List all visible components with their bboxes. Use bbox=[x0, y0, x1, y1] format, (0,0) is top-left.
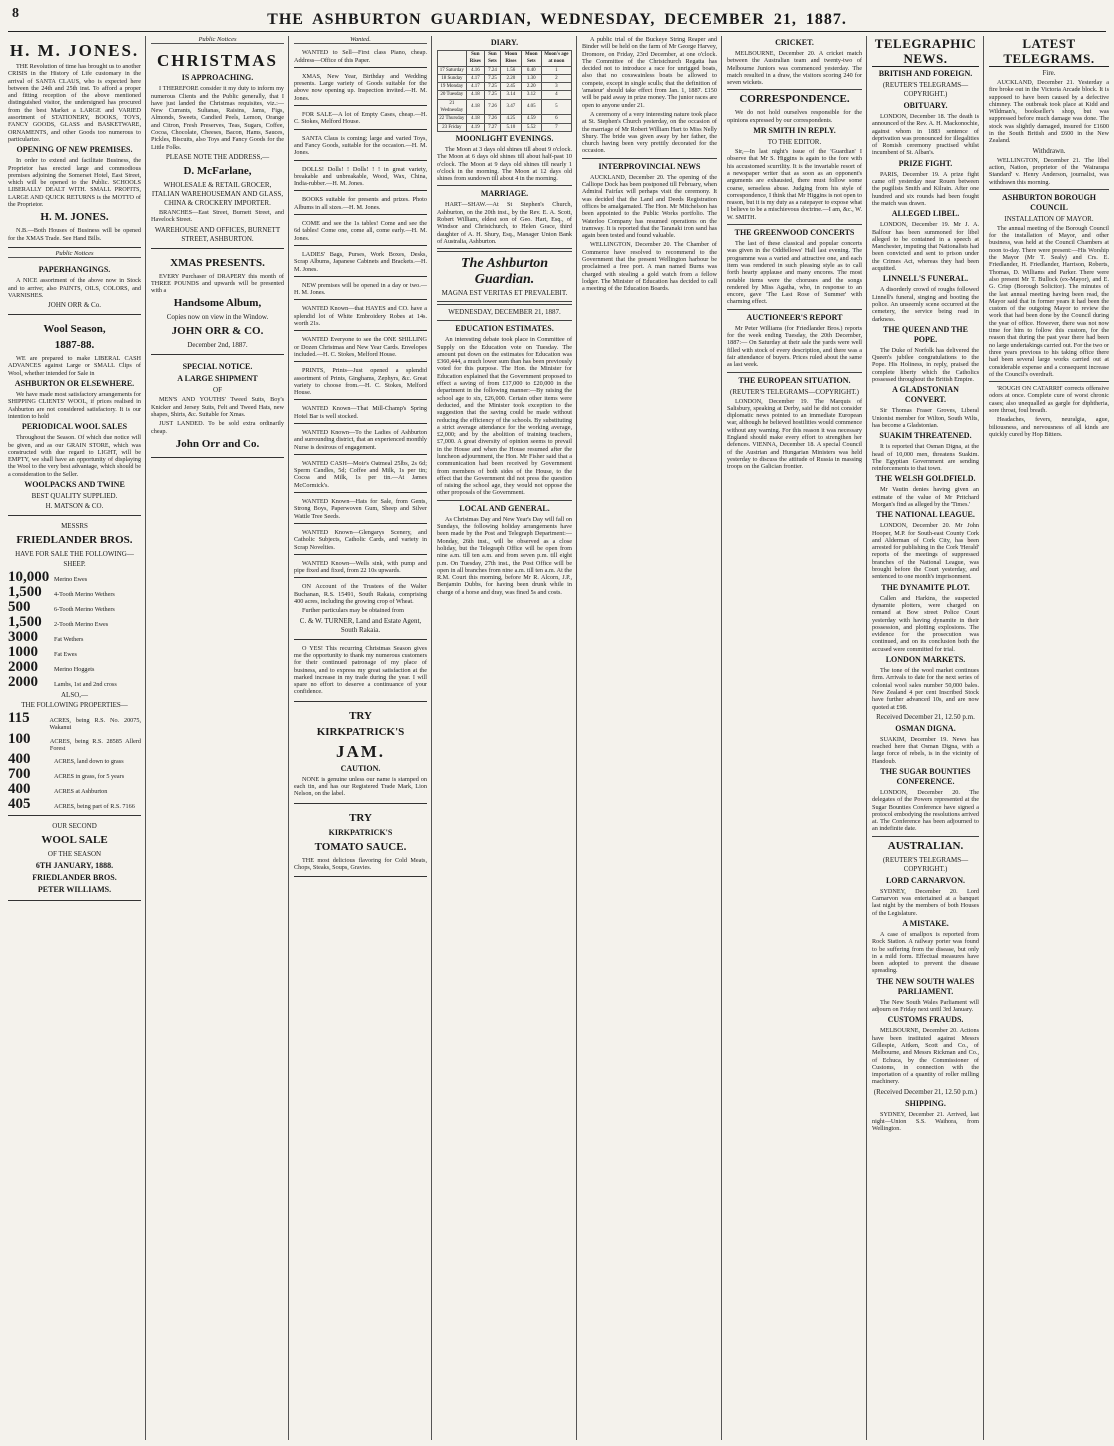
stock-item bbox=[8, 630, 141, 645]
jam-heading: JAM. bbox=[335, 741, 386, 761]
diary-cell: 2.20 bbox=[521, 83, 541, 91]
wanted-ad: WANTED to Sell—First class Piano, cheap. Address—Office of this Paper. bbox=[294, 46, 427, 68]
turner-ad bbox=[294, 580, 427, 639]
have-for-sale: HAVE FOR SALE THE FOLLOWING— bbox=[15, 549, 134, 558]
tomato-text: THE most delicious flavoring for Cold Meats, Chops, Steaks, Soups, Gravies. bbox=[294, 856, 427, 871]
wool-season-text-2: We have made most satisfactory arrangements for SHIPPING CLIENTS' WOOL, if prices realised in Ashburton are not considered satisfactory. It is our intention to hold bbox=[8, 391, 141, 420]
diary-cell: 5.10 bbox=[500, 123, 521, 131]
smith-heading: MR SMITH IN REPLY. bbox=[753, 126, 836, 136]
borough-heading: ASHBURTON BOROUGH COUNCIL bbox=[1001, 192, 1097, 212]
stock-item bbox=[8, 660, 141, 675]
diary-cell: 3.47 bbox=[500, 99, 521, 115]
borough-text: The annual meeting of the Borough Council for the installation of Mayor, and other business, was held at the Council Chambers at noon to-day. There were present:—His Worship the Mayor (Mr T. Sealy) and Crs. E. Friedlander, H. Friedlander, Harrison, Roberts, Thomas, D. Williams and Parker. There were also present Mr T. Bullock (ex-Mayor), and E. G. Crisp (Borough Solicitor). The minutes of the last annual meeting having been read, the Mayor said that in former years it had been the custom of the outgoing Mayor to review the work that had been done by the Council during the year of office. However, there was not now time for him to follow this custom, for the reason that during the past year there had been no large undertakings carried out. For the two or three years previous to his taking office there had been several large works carried out at considerable expense and a consequent increase of the Council's overdraft. bbox=[989, 224, 1109, 378]
wanted-ad: NEW premises will be opened in a day or two.—H. M. Jones. bbox=[294, 279, 427, 301]
property-item-number: 700 bbox=[8, 766, 31, 783]
stock-list bbox=[8, 570, 141, 690]
reuter-label: (REUTER'S TELEGRAMS—COPYRIGHT.) bbox=[882, 81, 969, 98]
diary-cell: 4.18 bbox=[466, 91, 484, 99]
handsome-album: Handsome Album, bbox=[173, 297, 262, 310]
smith-text: Sir,—In last night's issue of the 'Guardian' I observe that Mr S. Higgins is again to the fore with his accustomed scurrility. It is the invariable resort of a newspaper writer that as soon as an opponent's arguments are exhausted, there must follow some coarse, senseless abuse. Judging from his style of correspondence, I think that Mr Higgins is not open to reason, but it is my duty as a ratepayer to expose what I believe to be a mischievous doctrine.—I am, &c., W. W. SMITH. bbox=[727, 148, 862, 221]
wool-season-heading: Wool Season, bbox=[43, 323, 106, 336]
european-heading: THE EUROPEAN SITUATION. bbox=[738, 375, 851, 385]
diary-cell: 1.56 bbox=[500, 66, 521, 74]
diary-cell: 4.17 bbox=[466, 74, 484, 82]
dynamite-text: Callen and Harkins, the suspected dynamite plotters, were charged on remand at Bow street Police Court yesterday with having dynamite in their possession, and plotting explosions. The evidence for the prosecution was continued, and on its conclusion both the accused were committed for trial. bbox=[872, 594, 979, 653]
o-yes-ad bbox=[294, 642, 427, 702]
col5-top-text: A public trial of the Buckeye String Reaper and Binder will be held on the farm of Mr George Harvey, Dromore, on Friday, 23rd December, at one o'clock. The Committee of the Christchurch Regatta has decided not to introduce a race for unrigged boats, also that no coxswainless boats be allowed to compete, except in single sculls; that the definition of 'amateur' should take effect from Jan. 1, 1887. £150 will be paid away in prize money. The junior races are open to anyone under 21. bbox=[582, 36, 717, 109]
property-item-number: 400 bbox=[8, 751, 31, 768]
property-item-number: 115 bbox=[8, 709, 30, 726]
diary-heading: DIARY. bbox=[490, 38, 519, 47]
diary-row bbox=[438, 74, 572, 82]
diary-cell: 2.45 bbox=[500, 83, 521, 91]
property-item-number: 400 bbox=[8, 781, 31, 798]
reuter-label-2: (REUTER'S TELEGRAMS—COPYRIGHT.) bbox=[882, 855, 969, 873]
column-3 bbox=[294, 36, 432, 1440]
diary-cell: 20 Tuesday bbox=[438, 91, 467, 99]
wanted-ad: COME and see the 1s tables! Come and see the 6d tables! Come one, come all, come early.—H. M. Jones. bbox=[294, 217, 427, 246]
column-6 bbox=[727, 36, 867, 1440]
xmas-presents-text: EVERY Purchaser of DRAPERY this month of THREE POUNDS and upwards will be presented with a bbox=[151, 272, 284, 295]
property-item bbox=[8, 767, 141, 782]
wanted-ad: WANTED Known—That Mill-Champ's Spring Hotel Bar is well stocked. bbox=[294, 402, 427, 424]
interprov-text: AUCKLAND, December 20. The opening of the Calliope Dock has been postponed till February, when Admiral Fairfax will perhaps visit the ceremony. It was decided that the Land and Deeds Registration offices be amalgamated. The Hon. Mr Mitchelson has been appointed to the Public Works portfolio. The Waterloo Company has resumed operations on the tramway. It is reported that the Taranaki iron sand has again been tested and found valuable. bbox=[582, 173, 717, 240]
wales-text: The New South Wales Parliament will adjourn on Friday next until 3rd January. bbox=[872, 998, 979, 1014]
diary-col-header: Moon Sets bbox=[521, 51, 541, 67]
paperhangings-firm: JOHN ORR & Co. bbox=[48, 301, 101, 310]
stock-item-description: Merino Hoggets bbox=[54, 665, 95, 673]
stock-item bbox=[8, 585, 141, 600]
wool-season-text-3: Throughout the Season. Of which due notice will be given, and as our GRAIN STORE, which was constructed with due regard to LIGHT, will be EMPTY, we shall have an opportunity of displaying the Wool to the very best advantage, which should be a consideration to the Seller. bbox=[8, 434, 141, 478]
friedlander-signoff: FRIEDLANDER BROS. bbox=[32, 873, 117, 883]
linnell-heading: LINNELL'S FUNERAL. bbox=[882, 274, 969, 284]
try-label-2: TRY bbox=[349, 811, 372, 824]
mcfarlane-warehouse: WAREHOUSE AND OFFICES, BURNETT STREET, ASHBURTON. bbox=[154, 225, 281, 243]
local-heading: LOCAL AND GENERAL. bbox=[459, 503, 550, 513]
moonlight-heading: MOONLIGHT EVENINGS. bbox=[455, 133, 554, 143]
christmas-text: I THEREFORE consider it my duty to inform my numerous Clients and the Public generally, that I have just landed the Christmas requisites, viz.:— New Currants, Sultanas, Raisins, Jams, Figs, Almonds, Sweets, Candied Peels, Lemon, Orange and Citron, Fresh Preserves, Teas, Sugars, Coffee, Cocoa, Chocolate, Cheeses, Bacon, Hams, Sauces, Pickles, Biscuits, also Toys and Fancy Goods for the Little Folks. bbox=[151, 85, 284, 151]
john-orr-heading: JOHN ORR & CO. bbox=[171, 325, 264, 338]
masthead bbox=[8, 4, 1106, 32]
withdrawn-text: WELLINGTON, December 21. The libel action, Nation, proprietor of the 'Wairarapa Standard' v. Henry Anderson, journalist, was withdrawn this morning. bbox=[989, 156, 1109, 186]
stock-item-description: 4-Tooth Merino Wethers bbox=[54, 590, 115, 598]
obituary-heading: OBITUARY. bbox=[903, 101, 948, 110]
property-item bbox=[8, 797, 141, 812]
mens-text: MEN'S AND YOUTHS' Tweed Suits, Boy's Knicker and Jersey Suits, Felt and Tweed Hats, new shapes, Shirts, &c. Suitable for Xmas. bbox=[151, 396, 284, 419]
diary-cell: 2.20 bbox=[500, 74, 521, 82]
diary-cell: 4 bbox=[541, 91, 571, 99]
property-item bbox=[8, 711, 141, 732]
to-editor: TO THE EDITOR. bbox=[767, 138, 822, 147]
copies-on-view: Copies now on view in the Window. bbox=[166, 313, 269, 322]
diary-cell: 22 Thursday bbox=[439, 116, 465, 122]
wellington-text: WELLINGTON, December 20. The Chamber of Commerce have resolved to recommend to the Government that the present Wellington harbour be proclaimed a free port. A man named Burns was charged with stealing a gold watch from a fellow lodger. The Minister of Education has decided to call a meeting of the Education Boards. bbox=[582, 241, 717, 293]
diary-row bbox=[438, 66, 572, 74]
kirkpatrick-heading: KIRKPATRICK'S bbox=[316, 725, 405, 738]
john-orr-date: December 2nd, 1887. bbox=[187, 341, 248, 350]
column-5 bbox=[582, 36, 722, 1440]
wool-sale-ad bbox=[8, 818, 141, 901]
wales-heading: THE NEW SOUTH WALES PARLIAMENT. bbox=[876, 976, 975, 996]
friedlander-ad bbox=[8, 518, 141, 816]
on-account-text: ON Account of the Trustees of the Walter Buchanan, R.S. 15491, South Rakaia, comprising 400 acres, including the growing crop of Wheat. bbox=[294, 583, 427, 606]
fire-heading: Fire. bbox=[1042, 69, 1056, 77]
diary-col-header: Sun Rises bbox=[466, 51, 484, 67]
gladstonian-heading: A GLADSTONIAN CONVERT. bbox=[892, 385, 959, 405]
property-item-description: ACRES, land down to grass bbox=[54, 758, 124, 766]
christmas-ad bbox=[151, 46, 284, 248]
australian-heading: AUSTRALIAN. bbox=[887, 839, 964, 852]
diary-cell: 6 bbox=[541, 115, 571, 123]
property-item-number: 100 bbox=[8, 730, 31, 747]
marriage-heading: MARRIAGE. bbox=[480, 189, 529, 199]
local-text: As Christmas Day and New Year's Day will fall on Sundays, the following holiday arrangements have been made by the Post and Telegraph Department:—Monday, 26th inst., will be observed as a close holiday, but the Telegraph Office will be open from nine a.m. till ten a.m. and from seven p.m. till eight p.m. On Tuesday, 27th inst., the Post Office will be open in all branches from nine a.m. till ten a.m. At the R.M. Court this morning, before Mr R. Alcorn, J.P., Benjamin Dubbs, for having been drunk while in charge of a horse and dray, was fined 5s and costs. bbox=[437, 515, 572, 596]
diary-col-header: Moon Rises bbox=[500, 51, 521, 67]
diary-cell: 19 Monday bbox=[438, 83, 467, 91]
column-7 bbox=[872, 36, 984, 1440]
column-8 bbox=[989, 36, 1113, 1440]
just-landed-text: JUST LANDED. To be sold extra ordinarily cheap. bbox=[151, 420, 284, 435]
caution-text: NONE is genuine unless our name is stamped on each tin, and has our Registered Trade Mark, Lion Nelson, on the label. bbox=[294, 775, 427, 798]
customs-text: MELBOURNE, December 20. Actions have been instituted against Messrs Gillespie, Aitken, Scott and Co., of Melbourne, and Messrs Rickman and Co., of Echuca, by the Commissioner of Customs, in connection with the importation of a quantity of roller milling machinery. bbox=[872, 1027, 979, 1086]
cricket-text: MELBOURNE, December 20. A cricket match between the Australian team and twenty-two of Melbourne Juniors was commenced yesterday. The match resulted in a draw, the visitors scoring 240 for seven wickets. bbox=[727, 50, 862, 87]
diary-cell: 4.16 bbox=[466, 66, 484, 74]
prize-text: PARIS, December 19. A prize fight came off yesterday near Rouen between the pugilists Smith and Kilrain. After one hundred and six rounds had been fought the match was drawn. bbox=[872, 170, 979, 207]
received-note: Received December 21, 12.50 p.m. bbox=[876, 712, 975, 721]
guardian-motto: MAGNA EST VERITAS ET PREVALEBIT. bbox=[441, 289, 568, 298]
customs-heading: CUSTOMS FRAUDS. bbox=[887, 1015, 964, 1025]
osman-heading: OSMAN DIGNA. bbox=[895, 723, 956, 733]
headaches-ad: Headaches, fevers, neuralgia, ague, biliousness, and nervousness of all kinds are quickly cured by Hop Bitters. bbox=[989, 416, 1109, 438]
queen-text: The Duke of Norfolk has delivered the Queen's jubilee congratulations to the Pope. His Holiness, in reply, praised the complete liberty which the Catholics possessed throughout the British Empire. bbox=[872, 346, 979, 384]
messrs-label: MESSRS bbox=[61, 521, 88, 530]
wanted-ad: DOLLS! Dolls! ! Dolls! ! ! in great variety, breakable and unbreakable, Wood, Wax, China, India-rubber.—H. M. Jones. bbox=[294, 163, 427, 192]
of-label: OF bbox=[213, 386, 222, 395]
diary-cell: 3 bbox=[541, 83, 571, 91]
wanted-ad: WANTED CASH—Moir's Oatmeal 25lbs, 2s 6d; Sperm Candles, 5d; Coffee and Milk, 1s per tin; Cocoa and Milk, 1s per tin.—At James McCormick's. bbox=[294, 457, 427, 493]
wanted-ad: FOR SALE—A lot of Empty Cases, cheap.—H. C. Stokes, Melford House. bbox=[294, 108, 427, 130]
diary-cell: 21 Wednesday bbox=[438, 99, 467, 115]
received-note-2: (Received December 21, 12.50 p.m.) bbox=[873, 1087, 978, 1096]
stock-item-number: 3000 bbox=[8, 628, 38, 645]
xmas-presents-ad bbox=[151, 251, 284, 356]
approaching-heading: IS APPROACHING. bbox=[181, 73, 254, 83]
jones-intro: THE Revolution of time has brought us to another CRISIS in the History of Life customary in the arrival of SANTA CLAUS, who is expected here between the 24th and 25th inst. To afford a proper and fitting reception of the above mentioned distinguished visitor, the undersigned has procured from the best Market a LARGE and VARIED assortment of STATIONERY, BOOKS, TOYS, FANCY GOODS, GLASS and BASKETWARE, ORNAMENTS, and other Goods too numerous to particularize. bbox=[8, 63, 141, 143]
diary-cell: 1.30 bbox=[521, 74, 541, 82]
diary-cell: 4.18 bbox=[466, 99, 484, 115]
stock-item bbox=[8, 600, 141, 615]
league-heading: THE NATIONAL LEAGUE. bbox=[876, 510, 975, 520]
diary-cell: 4.05 bbox=[521, 99, 541, 115]
diary-cell: 0.40 bbox=[521, 66, 541, 74]
correspondence-heading: CORRESPONDENCE. bbox=[739, 93, 850, 106]
kirkpatrick-heading-2: KIRKPATRICK'S bbox=[328, 827, 393, 837]
paperhangings-heading: PAPERHANGINGS. bbox=[38, 265, 111, 275]
best-quality: BEST QUALITY SUPPLIED. bbox=[31, 491, 118, 500]
obituary-text: LONDON, December 18. The death is announced of the Rev. A. H. Mackonochie, against whom in 1883 sentence of deprivation was pronounced for illegalities of Romish ceremony practised whilst incumbent of St. Alban's. bbox=[872, 113, 979, 157]
ashburton-heading: ASHBURTON OR ELSEWHERE. bbox=[14, 379, 135, 389]
diary-cell: 23 Friday bbox=[438, 123, 467, 131]
stock-item-number: 1000 bbox=[8, 643, 38, 660]
edu-text: An interesting debate took place in Committee of Supply on the Education vote on Tuesday. The amount put down on the estimates for Education was £360,444, a much lower sum than has been previously voted for this purpose. The Hon. the Minister for Education explained that the Government proposed to effect a saving of from £17,000 to £20,000 in the department in the following manner:—By raising the school age to six, £26,000. Certain other items were deducted, and the Minister took exception to the suggestion that the saving could be made without reducing the efficiency of the schools. By substituting a strict average attendance for the working average, £2,000; and by the abolition of training teachers, £7,000. A great diversity of opinion seems to prevail in the House and when the House resumed after the luncheon adjournment, the Hon. Mr Fisher said that a communication had been received by Government from members of both sides of the House, to the effect that the Government did not press the question of raising the school age, they would not oppose the other proposals of the Government. bbox=[437, 336, 572, 497]
latest-heading: LATEST TELEGRAMS. bbox=[989, 36, 1109, 67]
cricket-heading: CRICKET. bbox=[775, 38, 814, 47]
stock-item-description: Fat Wethers bbox=[54, 635, 84, 643]
friedlander-heading: FRIEDLANDER BROS. bbox=[16, 533, 133, 546]
diary-col-header: Moon's age at noon bbox=[541, 51, 571, 67]
periodical-heading: PERIODICAL WOOL SALES bbox=[21, 422, 128, 432]
public-notices-label-2: Public Notices bbox=[151, 36, 284, 44]
wanted-ad: XMAS, New Year, Birthday and Wedding presents. Large variety of Goods suitable for the above now opening up. Inspection invited.—H. M. Jones. bbox=[294, 70, 427, 106]
property-item-description: ACRES, being R.S. 28585 Allerd Forest bbox=[49, 737, 141, 752]
property-list bbox=[8, 711, 141, 812]
diary-cell: 4.25 bbox=[500, 115, 521, 123]
stock-item bbox=[8, 570, 141, 585]
european-text: LONDON, December 19. The Marquis of Salisbury, speaking at Derby, said he did not consider diplomatic news pointed to an immediate European war, although he believed hostilities would commence without any warning. For this reason it was necessary England should make every effort to strengthen her defences. VIENNA, December 18. A special Council of the Austrian and Hungarian Ministers was held yesterday to discuss the attitude of Russia in massing troops on the Galician frontier. bbox=[727, 397, 862, 471]
opening-text: In order to extend and facilitate Business, the Proprietor has erected large and commodious premises adjoining the Somerset Hotel, East Street, which will be opened to the Public. SCHOOLS LIBERALLY DEALT WITH. SMALL PROFITS, LARGE AND QUICK RETURNS is the MOTTO of the Proprietor. bbox=[8, 157, 141, 209]
page-number: 8 bbox=[12, 6, 20, 21]
diary-col-header bbox=[438, 51, 467, 67]
markets-heading: LONDON MARKETS. bbox=[885, 655, 966, 665]
league-text: LONDON, December 20. Mr John Hooper, M.P. for South-east County Cork and Alderman of Cork City, has been arrested for publishing in the Cork 'Herald' reports of the meetings of suppressed branches of the National League, was brought before the Court yesterday, and sentenced to one month's imprisonment. bbox=[872, 522, 979, 581]
diary-cell: 5.52 bbox=[521, 123, 541, 131]
mcfarlane-intro: PLEASE NOTE THE ADDRESS,— bbox=[165, 152, 270, 161]
stock-item-description: Fat Ewes bbox=[54, 650, 77, 658]
guardian-title: The Ashburton Guardian. bbox=[460, 256, 548, 288]
kirkpatrick-sauce-ad bbox=[294, 806, 427, 878]
edu-heading: EDUCATION ESTIMATES. bbox=[455, 324, 554, 334]
moonlight-text: The Moon at 3 days old shines till about 9 o'clock. The Moon at 6 days old shines till about half-past 10 o'clock. The Moon at 9 days old shines till nearly 1 o'clock in the morning. The Moon at 12 days old shines from sundown till about 4 in the morning. bbox=[437, 145, 572, 183]
jones-heading: H. M. JONES. bbox=[9, 41, 140, 60]
welsh-heading: THE WELSH GOLDFIELD. bbox=[875, 474, 976, 484]
mcfarlane-branches: BRANCHES—East Street, Burnett Street, and Havelock Street. bbox=[151, 208, 284, 224]
caution-heading: CAUTION. bbox=[340, 763, 381, 773]
diary-cell: 7.25 bbox=[484, 74, 500, 82]
stock-item-number: 1,500 bbox=[8, 583, 42, 600]
diary-cell: 4.18 bbox=[466, 115, 484, 123]
paperhangings-text: A NICE assortment of the above now in Stock and to arrive; also PAINTS, OILS, COLORS, and VARNISHES. bbox=[8, 277, 141, 299]
stock-item-description: Merino Ewes bbox=[54, 575, 88, 583]
special-notice-ad bbox=[151, 357, 284, 457]
greenwood-text: The last of these classical and popular concerts was given in the Oddfellows' Hall last evening. The programme was a varied and attractive one, and each item was rendered in such pleasing style as to call forth hearty applause and many encores. The most notable items were the choruses and the songs rendered by Miss Agatha, who, in response to an encore, gave 'The Last Rose of Summer' with charming effect. bbox=[727, 240, 862, 306]
diary-cell: 5 bbox=[541, 99, 571, 115]
diary-table bbox=[437, 50, 572, 132]
stock-item-number: 2000 bbox=[8, 658, 38, 675]
wool-season-text: WE are prepared to make LIBERAL CASH ADVANCES against Large or SMALL Clips of Wool, whether intended for Sale in bbox=[8, 355, 141, 377]
o-yes-text: O YES! This recurring Christmas Season gives me the opportunity to thank my numerous customers for their continued patronage of my place of business, and to express my great satisfaction at the marked increase in my trade during the year. I will spare no effort to deserve a continuance of your confidence. bbox=[294, 644, 427, 696]
wanted-ad: BOOKS suitable for presents and prizes. Photo Albums in all sizes.—H. M. Jones. bbox=[294, 193, 427, 215]
mcfarlane-sub: WHOLESALE & RETAIL GROCER, ITALIAN WAREHOUSEMAN AND GLASS, CHINA & CROCKERY IMPORTER. bbox=[151, 180, 284, 207]
column-4 bbox=[437, 36, 577, 1440]
stock-item bbox=[8, 615, 141, 630]
matson-firm: H. MATSON & CO. bbox=[45, 501, 104, 510]
wool-season-year: 1887-88. bbox=[54, 339, 95, 352]
mistake-text: A case of smallpox is reported from Rock Station. A railway porter was found to be suffering from the disease, but only in a mild form. Effectual measures have been adopted to prevent the disease spreading. bbox=[872, 930, 979, 975]
marriage-text: HART—SHAW.—At St Stephen's Church, Ashburton, on the 20th inst., by the Rev. E. A. Scott, Robert William, eldest son of Geo. Hart, Esq., of Windsor and Christchurch, to Helen Grace, third daughter of A. H. Shury, Esq., Manager Union Bank of Australia, Ashburton. bbox=[437, 201, 572, 245]
diary-cell: 4.19 bbox=[466, 123, 484, 131]
col5-wedding-text: A ceremony of a very interesting nature took place at St. Stephen's Church yesterday, on the occasion of the marriage of Mr Robert William Hart to Miss Nelly Shury. The bride was given away by her father, the church having been very prettily decorated for the occasion. bbox=[582, 110, 717, 155]
diary-cell: 7.25 bbox=[484, 91, 500, 99]
diary-col-header: Sun Sets bbox=[484, 51, 500, 67]
williams-signoff: PETER WILLIAMS. bbox=[37, 885, 112, 895]
catarrh-ad: 'ROUGH ON CATARRH' corrects offensive odors at once. Complete cure of worst chronic cases; also unequalled as gargle for diphtheria, sore throat, foul breath. bbox=[989, 385, 1109, 414]
wanted-ad: WANTED Everyone to see the ONE SHILLING or Dozen Christmas and New Year Cards. Envelopes included.—H. C. Stokes, Melford House. bbox=[294, 333, 427, 362]
large-shipment-heading: A LARGE SHIPMENT bbox=[177, 374, 258, 384]
stock-item bbox=[8, 675, 141, 690]
shipping-heading: SHIPPING. bbox=[905, 1098, 946, 1108]
sugar-text: LONDON, December 20. The delegates of the Powers represented at the Sugar Bounties Conference have signed a protocol embodying the resolutions arrived at. The Conference has been adjourned to an indefinite date. bbox=[872, 789, 979, 833]
john-orr-heading-2: John Orr and Co. bbox=[175, 437, 260, 450]
gladstonian-text: Sir Thomas Fraser Groves, Liberal Unionist member for Wilton, South Wilts, has become a Gladstonian. bbox=[872, 407, 979, 429]
kirkpatrick-jam-ad bbox=[294, 704, 427, 804]
shipping-text: SYDNEY, December 21. Arrived, last night—Union S.S. Waihora, from Wellington. bbox=[872, 1110, 979, 1133]
column-1 bbox=[8, 36, 146, 1440]
auctioneer-heading: AUCTIONEER'S REPORT bbox=[746, 312, 843, 322]
diary-cell: 17 Saturday bbox=[438, 66, 467, 74]
jones-ad bbox=[8, 36, 141, 248]
suakim-text: It is reported that Osman Digna, at the head of 10,000 men, threatens Suakim. The Egyptian Government are sending reinforcements to that town. bbox=[872, 443, 979, 473]
further-text: Further particulars may be obtained from bbox=[302, 607, 404, 615]
wool-sale-heading: WOOL SALE bbox=[41, 834, 108, 847]
stock-item-description: 2-Tooth Merino Ewes bbox=[54, 620, 109, 628]
interprov-heading: INTERPROVINCIAL NEWS bbox=[598, 161, 701, 171]
mistake-heading: A MISTAKE. bbox=[902, 918, 949, 928]
stock-item-number: 1,500 bbox=[8, 613, 42, 630]
property-item bbox=[8, 732, 141, 753]
diary-row bbox=[438, 115, 572, 123]
wanted-ad: WANTED Known—Wells sink, with pump and pipe fixed and fixed, from 22 10s upwards. bbox=[294, 557, 427, 579]
wanted-ad: WANTED Known—Glengarys Scenery, and Catholic Subjects, Catholic Cards, and variety in Scrap Novelties. bbox=[294, 526, 427, 555]
paperhangings-ad bbox=[8, 260, 141, 315]
stock-item-number: 2000 bbox=[8, 673, 38, 690]
suakim-heading: SUAKIM THREATENED. bbox=[879, 431, 972, 441]
tomato-heading: TOMATO SAUCE. bbox=[314, 840, 407, 853]
jones-heading-2: H. M. JONES. bbox=[40, 211, 109, 224]
property-item-description: ACRES at Ashburton bbox=[54, 788, 108, 796]
auctioneer-text: Mr Peter Williams (for Friedlander Bros.) reports for the week ending Tuesday, the 20th December, 1887:— On Saturday at their sale the yards were well filled with stock of every description, and there was a fair attendance of buyers. Prices ruled about the same as last week. bbox=[727, 324, 862, 369]
diary-cell: 7.26 bbox=[484, 115, 500, 123]
dynamite-heading: THE DYNAMITE PLOT. bbox=[881, 582, 970, 592]
diary-cell: 1 bbox=[541, 66, 571, 74]
wanted-ad: LADIES' Bags, Purses, Work Boxes, Desks, Scrap Albums, Japanese Cabinets and Brackets.—H. M. Jones. bbox=[294, 248, 427, 277]
public-notices-label: Public Notices bbox=[8, 250, 141, 258]
mcfarlane-heading: D. McFarlane, bbox=[183, 164, 252, 177]
try-label: TRY bbox=[349, 709, 372, 722]
property-item bbox=[8, 782, 141, 797]
diary-row bbox=[438, 91, 572, 99]
installation-heading: INSTALLATION OF MAYOR. bbox=[1004, 214, 1094, 223]
carnarvon-heading: LORD CARNARVON. bbox=[885, 875, 966, 885]
withdrawn-heading: Withdrawn. bbox=[1032, 146, 1066, 155]
diary-cell: 4.17 bbox=[466, 83, 484, 91]
diary-row bbox=[438, 83, 572, 91]
telegraphic-heading: TELEGRAPHIC NEWS. bbox=[872, 36, 979, 67]
wool-sale-sub: OF THE SEASON bbox=[47, 850, 102, 859]
diary-cell: 3.14 bbox=[500, 91, 521, 99]
diary-cell: 2 bbox=[541, 74, 571, 82]
queen-heading: THE QUEEN AND THE POPE. bbox=[883, 324, 968, 344]
property-item-description: ACRES in grass, for 5 years bbox=[54, 773, 125, 781]
properties-label: THE FOLLOWING PROPERTIES— bbox=[21, 700, 128, 709]
wool-sale-intro: OUR SECOND bbox=[52, 822, 97, 831]
stock-item-number: 500 bbox=[8, 598, 31, 615]
wanted-ad: WANTED Known—To the Ladies of Ashburton and surrounding district, that an experienced monthly Nurse is desirous of engagement. bbox=[294, 426, 427, 455]
christmas-heading: CHRISTMAS bbox=[157, 51, 278, 71]
sheep-label: SHEEP. bbox=[63, 559, 86, 568]
xmas-presents-heading: XMAS PRESENTS. bbox=[170, 256, 265, 269]
sugar-heading: THE SUGAR BOUNTIES CONFERENCE. bbox=[880, 767, 971, 786]
property-item-description: ACRES, being part of R.S. 7166 bbox=[54, 803, 135, 811]
diary-cell: 7.24 bbox=[484, 66, 500, 74]
wanted-ads bbox=[294, 46, 427, 578]
jones-note: N.B.—Both Houses of Business will be opened for the XMAS Trade. See Hand Bills. bbox=[8, 227, 141, 242]
greenwood-heading: THE GREENWOOD CONCERTS bbox=[734, 228, 855, 238]
property-item-number: 405 bbox=[8, 796, 31, 813]
diary-cell: 3.12 bbox=[521, 91, 541, 99]
also-label: ALSO,— bbox=[60, 690, 89, 699]
welsh-text: Mr Vautin denies having given an estimate of the value of Mr Pritchard Morgan's find as alleged by the 'Times.' bbox=[872, 486, 979, 508]
diary-row bbox=[438, 99, 572, 115]
wool-season-ad bbox=[8, 317, 141, 516]
british-heading: BRITISH AND FOREIGN. bbox=[878, 69, 973, 78]
diary-cell: 7.27 bbox=[484, 123, 500, 131]
diary-row bbox=[438, 123, 572, 131]
fire-text: AUCKLAND, December 21. Yesterday a fire broke out in the Victoria Arcade block. It is supposed to have been caused by a defective chimney. The outbreak took place at Kidd and Wildman's, bookseller's shop, but was suppressed before much damage was done. The stock was slightly damaged, insured for £1600 in the South British and £600 in the New Zealand. bbox=[989, 79, 1109, 145]
wanted-label: Wanted. bbox=[294, 36, 427, 44]
guardian-date: WEDNESDAY, DECEMBER 21, 1887. bbox=[448, 308, 561, 317]
diary-cell: 7.25 bbox=[484, 83, 500, 91]
diary-cell: 7 bbox=[541, 123, 571, 131]
diary-cell: 7.26 bbox=[484, 99, 500, 115]
wanted-ad: WANTED Known—that HAYES and CO. have a splendid lot of White Embroidery Robes at 14s. worth 21s. bbox=[294, 302, 427, 331]
column-2 bbox=[151, 36, 289, 1440]
stock-item-number: 10,000 bbox=[8, 568, 50, 585]
markets-text: The tone of the wool market continues firm. Arrivals to date for the next series of colonial wool sales number 50,000 bales. New Zealand 4 per cent Inscribed Stock have further advanced 10s, and are now quoted at £98. bbox=[872, 667, 979, 711]
wanted-ad: PRINTS, Prints—Just opened a splendid assortment of Prints, Ginghams, Zephyrs, &c. Great variety to choose from.—H. C. Stokes, Melford House. bbox=[294, 364, 427, 400]
diary-cell: 18 Sunday bbox=[438, 74, 467, 82]
wool-sale-date: 6TH JANUARY, 1888. bbox=[35, 861, 114, 871]
carnarvon-text: SYDNEY, December 20. Lord Carnarvon was entertained at a banquet last night by the members of both Houses of the Legislature. bbox=[872, 887, 979, 917]
diary-cell: 4.59 bbox=[521, 115, 541, 123]
wanted-ad: WANTED Known—Hats for Sale, from Gents, Strong Boys, Paperwoven Gum, Sheep and Silver Wattle Tree Seeds. bbox=[294, 495, 427, 524]
opening-heading: OPENING OF NEW PREMISES. bbox=[16, 145, 133, 155]
stock-item bbox=[8, 645, 141, 660]
osman-text: SUAKIM, December 19. News has reached here that Osman Digna, with a large force of rebels, is in the vicinity of Handoub. bbox=[872, 735, 979, 765]
woolpacks-heading: WOOLPACKS AND TWINE bbox=[24, 479, 125, 489]
property-item-description: ACRES, being R.S. No. 20075, Wakanui bbox=[49, 716, 141, 732]
stock-item-description: Lambs, 1st and 2nd cross bbox=[54, 680, 117, 688]
property-item bbox=[8, 752, 141, 767]
prize-heading: PRIZE FIGHT. bbox=[898, 158, 953, 168]
correspondence-note: We do not hold ourselves responsible for the opinions expressed by our correspondents. bbox=[727, 109, 862, 124]
turner-firm: C. & W. TURNER, Land and Estate Agent, South Rakaia. bbox=[299, 616, 422, 634]
special-notice-heading: SPECIAL NOTICE. bbox=[182, 362, 253, 372]
libel-heading: ALLEGED LIBEL. bbox=[891, 209, 960, 219]
newspaper-title: THE ASHBURTON GUARDIAN, WEDNESDAY, DECEMBER 21, 1887. bbox=[267, 11, 847, 28]
libel-text: LONDON, December 19. Mr J. A. Balfour has been summoned for libel alleged to be contained in a speech at Manchester, imputing that Nationalists had been convicted and sent to prison under the Crimes Act, whereas they had been acquitted. bbox=[872, 221, 979, 273]
european-sub: (REUTER'S TELEGRAMS—COPYRIGHT.) bbox=[730, 387, 859, 396]
stock-item-description: 6-Tooth Merino Wethers bbox=[54, 605, 115, 613]
wanted-ad: SANTA Claus is coming; large and varied Toys, and Fancy Goods, suitable for the occasion.—H. M. Jones. bbox=[294, 132, 427, 161]
linnell-text: A disorderly crowd of roughs followed Linnell's funeral, singing and booting the police. An unseemly scene occurred at the cemetery, the service being read in darkness. bbox=[872, 286, 979, 323]
